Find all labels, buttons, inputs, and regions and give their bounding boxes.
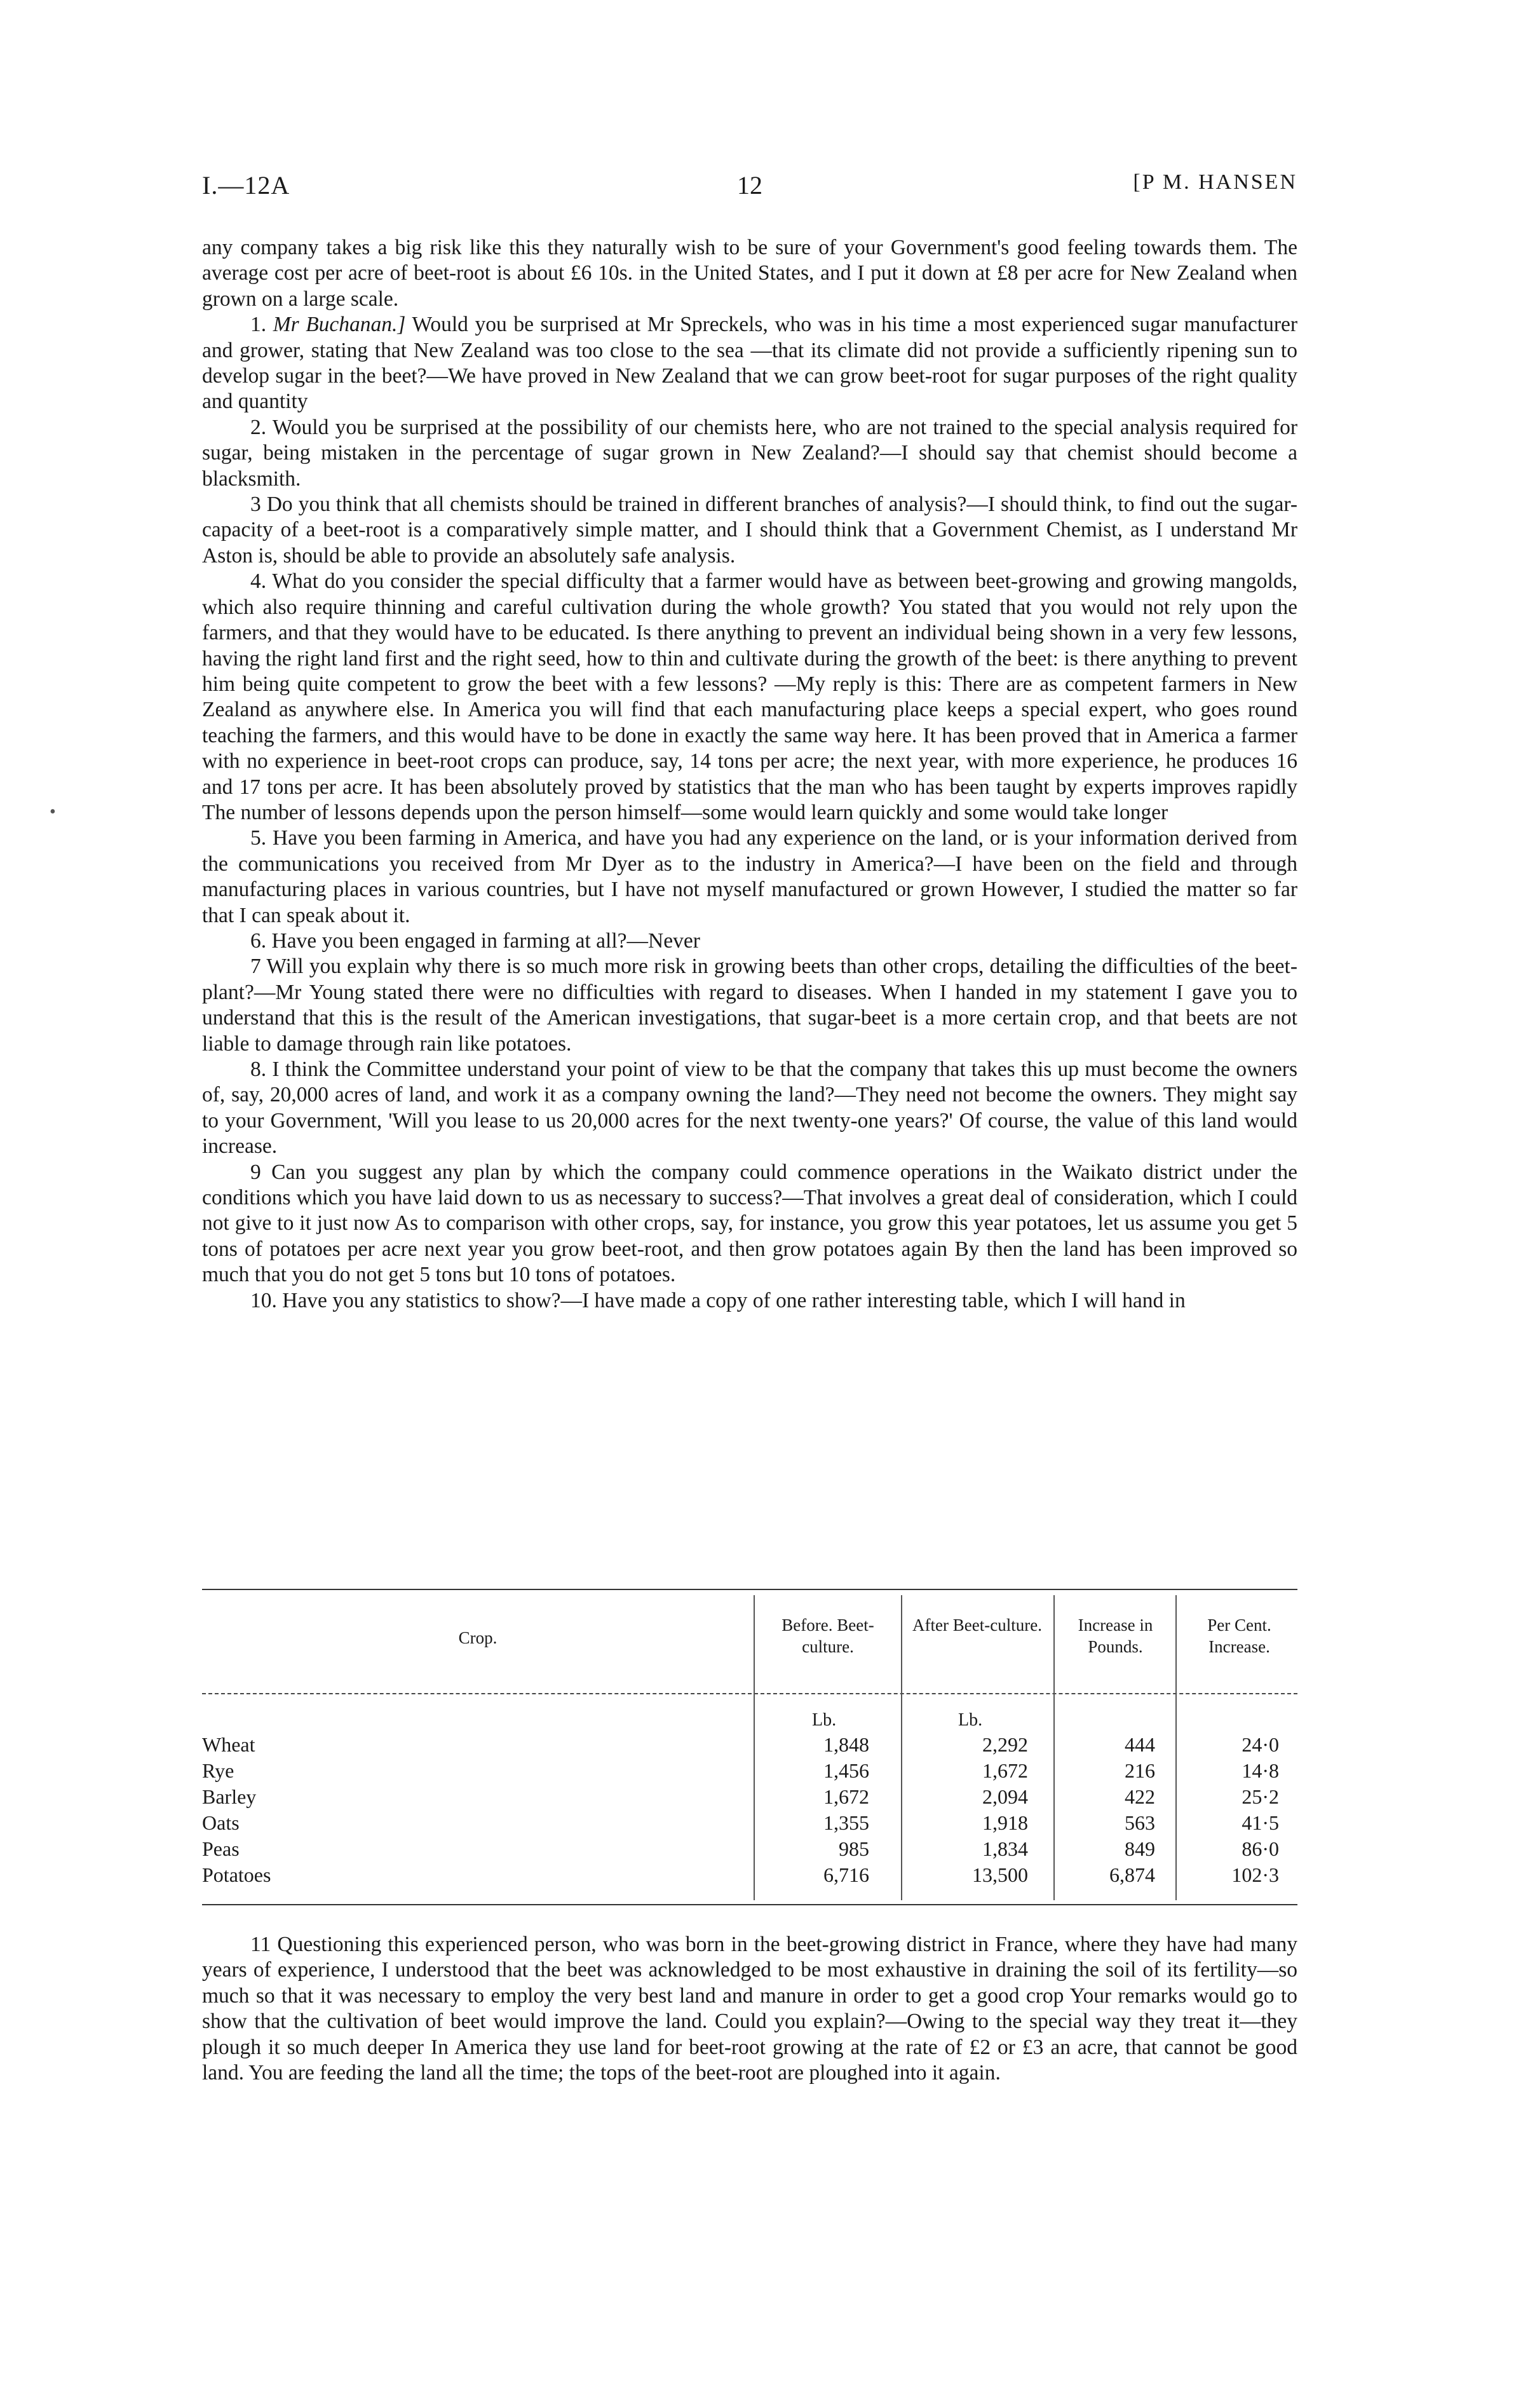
page-header — [202, 170, 1297, 208]
question-11: 11 Questioning this experienced person, who was born in the beet-growing district in France, where they have had many years of experience, I understood that the beet was acknowledged to be most exhaustive in draining the soil of its fertility—so much so that it was necessary to employ the very best land and manure in order to get a good crop Your remarks would go to show that the cultivation of beet would improve the land. Could you explain?—Owing to the special way they treat it—they plough it so much deeper In America they use land for beet-root growing at the rate of £2 or £3 an acre, that cannot be good land. You are feeding the land all the time; the tops of the beet-root are ploughed into it again. — [202, 1933, 1297, 2085]
crop-name: Barley — [202, 1785, 257, 1808]
percent-value: 102·3 — [1231, 1863, 1279, 1886]
header-crop: Crop. — [458, 1628, 497, 1647]
after-value: 1,918 — [982, 1811, 1028, 1834]
crop-yield-table — [202, 1589, 1297, 1907]
testimony-text — [202, 235, 1297, 1314]
unit-after: Lb. — [958, 1710, 983, 1730]
crop-name: Oats — [202, 1811, 240, 1834]
before-value: 1,672 — [823, 1785, 869, 1808]
question-1 — [202, 312, 1297, 415]
question-number: 1. — [250, 313, 273, 337]
crop-name: Wheat — [202, 1733, 255, 1756]
table-bottom-rule — [202, 1904, 1297, 1905]
crop-name: Rye — [202, 1759, 234, 1782]
page-number: 12 — [737, 171, 762, 200]
question-2: 2. Would you be surprised at the possibility of our chemists here, who are not trained to the special analysis required for sugar, being mistaken in the percentage of sugar grown in New Zealand?—I should say that chemist should become a blacksmith. — [202, 415, 1297, 491]
testimony-continued — [202, 1932, 1297, 2086]
after-value: 13,500 — [972, 1863, 1028, 1886]
question-text: Would you be surprised at Mr Spreckels, who was in his time a most experienced sugar manufacturer and grower, stating that New Zealand was too close to the sea —that its climate did not provide a sufficiently ripening sun to develop sugar in the beet?—We have proved in New Zealand that we can grow beet-root for sugar purposes of the right quality and quantity — [202, 313, 1298, 414]
percent-value: 14·8 — [1242, 1759, 1279, 1782]
column-divider — [754, 1595, 755, 1900]
header-before: Before. Beet-culture. — [782, 1616, 874, 1656]
after-value: 1,672 — [982, 1759, 1028, 1782]
column-divider — [1053, 1595, 1055, 1900]
question-6: 6. Have you been engaged in farming at all?—Never — [250, 929, 700, 953]
percent-value: 41·5 — [1242, 1811, 1279, 1834]
question-3: 3 Do you think that all chemists should be trained in different branches of analysis?—I should think, to find out the sugar-capacity of a beet-root is a comparatively simple matter, and I should think that a Government Chemist, as I understand Mr Aston is, should be able to provide an absolutely safe analysis. — [202, 493, 1297, 568]
header-after: After Beet-culture. — [912, 1616, 1042, 1635]
before-value: 1,848 — [823, 1733, 869, 1756]
before-value: 1,355 — [823, 1811, 869, 1834]
paragraph-continuation: any company takes a big risk like this they naturally wish to be sure of your Government's good feeling towards them. The average cost per acre of beet-root is about £6 10s. in the United States, and I put it down at £8 per acre for New Zealand when grown on a large scale. — [202, 236, 1297, 311]
after-value: 2,292 — [982, 1733, 1028, 1756]
before-value: 985 — [839, 1837, 869, 1860]
question-8: 8. I think the Committee understand your point of view to be that the company that takes this up must become the owners of, say, 20,000 acres of land, and work it as a company owning the land?—They need not become the owners. They might say to your Government, 'Will you lease to us 20,000 acres for the next twenty-one years?' Of course, the value of this land would increase. — [202, 1058, 1297, 1159]
column-divider — [901, 1595, 902, 1900]
header-increase-pounds: Increase in Pounds. — [1078, 1616, 1153, 1656]
table-header-rule — [202, 1693, 1297, 1694]
question-10: 10. Have you any statistics to show?—I have made a copy of one rather interesting table, which I will hand in — [250, 1288, 1186, 1312]
increase-value: 6,874 — [1109, 1863, 1155, 1886]
increase-value: 444 — [1125, 1733, 1155, 1756]
question-7: 7 Will you explain why there is so much more risk in growing beets than other crops, detailing the difficulties of the beet-plant?—Mr Young stated there were no difficulties with regard to diseases. When I handed in my statement I gave you to understand that this is the result of the American investigations, that sugar-beet is a more certain crop, and that beets are not liable to damage through rain like potatoes. — [202, 955, 1297, 1056]
question-5: 5. Have you been farming in America, and have you had any experience on the land, or is your information derived from the communications you received from Mr Dyer as to the industry in America?—I have been on the field and through manufacturing places in various countries, but I have not myself manufactured or grown However, I studied the matter so far that I can speak about it. — [202, 826, 1297, 927]
column-divider — [1175, 1595, 1177, 1900]
after-value: 1,834 — [982, 1837, 1028, 1860]
table-top-rule — [202, 1589, 1297, 1590]
witness-name: [P M. HANSEN — [1133, 170, 1297, 194]
crop-name: Potatoes — [202, 1863, 271, 1886]
increase-value: 563 — [1125, 1811, 1155, 1834]
before-value: 1,456 — [823, 1759, 869, 1782]
question-4: 4. What do you consider the special difficulty that a farmer would have as between beet-growing and growing mangolds, which also require thinning and careful cultivation during the whole growth? You stated that you would not rely upon the farmers, and that they would have to be educated. Is there anything to prevent an individual being shown in a very few lessons, having the right land first and the right seed, how to thin and cultivate during the growth of the beet: is there anything to prevent him being quite competent to grow the beet with a few lessons? —My reply is this: There are as competent farmers in New Zealand as anywhere else. In America you will find that each manufacturing place keeps a special expert, who goes round teaching the farmers, and this would have to be done in exactly the same way here. It has been proved that in America a farmer with no experience in beet-root crops can produce, say, 14 tons per acre; the next year, with more experience, he produces 16 and 17 tons per acre. It has been absolutely proved by statistics that the man who has been taught by experts improves rapidly The number of lessons depends upon the person himself—some would learn quickly and some would take longer — [202, 569, 1297, 824]
margin-dot: • — [50, 802, 56, 822]
percent-value: 86·0 — [1242, 1837, 1279, 1860]
document-reference: I.—12A — [202, 171, 290, 200]
percent-value: 24·0 — [1242, 1733, 1279, 1756]
unit-before: Lb. — [812, 1710, 837, 1730]
percent-value: 25·2 — [1242, 1785, 1279, 1808]
speaker-name: Mr Buchanan.] — [273, 313, 406, 337]
increase-value: 422 — [1125, 1785, 1155, 1808]
header-percent-increase: Per Cent. Increase. — [1207, 1616, 1271, 1656]
before-value: 6,716 — [823, 1863, 869, 1886]
after-value: 2,094 — [982, 1785, 1028, 1808]
crop-name: Peas — [202, 1837, 240, 1860]
increase-value: 849 — [1125, 1837, 1155, 1860]
question-9: 9 Can you suggest any plan by which the company could commence operations in the Waikato district under the conditions which you have laid down to us as necessary to success?—That involves a great deal of consideration, which I could not give to it just now As to comparison with other crops, say, for instance, you grow this year potatoes, let us assume you get 5 tons of potatoes per acre next year you grow beet-root, and then grow potatoes again By then the land has been improved so much that you do not get 5 tons but 10 tons of potatoes. — [202, 1160, 1297, 1287]
increase-value: 216 — [1125, 1759, 1155, 1782]
